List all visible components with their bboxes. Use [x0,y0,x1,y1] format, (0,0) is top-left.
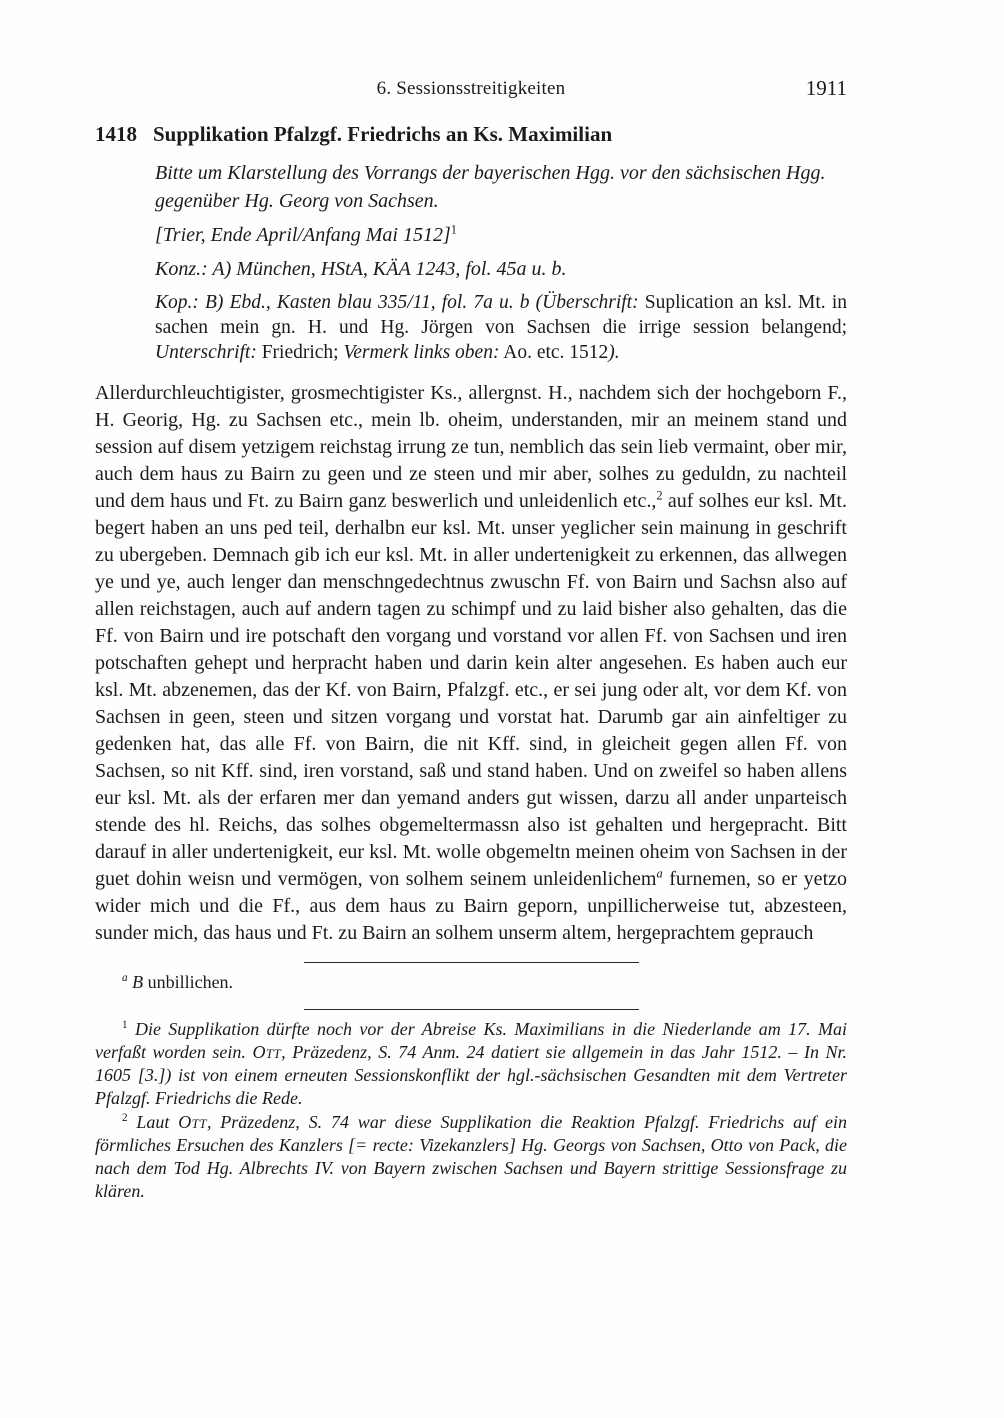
body-part-3: furnemen, so er yetzo wider mich und die Ff., aus dem haus zu Bairn geporn, unpillicherweise tut, abzesteen, sunder mich, das haus und Ft. zu Bairn an solhem unserm altem, hergeprachtem geprauch [95,868,847,944]
entry-heading [95,122,847,147]
page-number: 1911 [805,76,847,100]
entry-number: 1418 [95,122,137,146]
apparatus-siglum: B [132,972,144,992]
footnote-separator [304,1009,639,1010]
regest-block [155,159,847,365]
body-part-2: auf solhes eur ksl. Mt. begert haben an uns ped teil, derhalbn eur ksl. Mt. unser yeglicher sein mainung in geschrift zu ubergeben. Demnach gib ich eur ksl. Mt. in aller undertenigkeit zu erkennen, das allwegen ye und ye, auch lenger dan menschngedechtnus zwuschn Ff. von Bairn und Sachsn also auf allen reichstagen, auch auf andern tagen zu schimpf und zu laid bisher also gehalten, das die Ff. von Bairn und ire potschaft den vorgang und vorstand vor allen Ff. von Sachsen und iren potschaften gehept und herpracht haben und darin kein alter angesehen. Es haben auch eur ksl. Mt. abzenemen, das der Kf. von Bairn, Pfalzgf. etc., er sei jung oder alt, vor dem Kf. von Sachsen in geen, steen und sitzen vorgang und vorstat hat. Darumb gar ain ainfeltiger zu gedenken hat, das alle Ff. von Bairn, die nit Kff. sind, in gleicheit gegen allen Ff. von Sachsen, so nit Kff. sind, iren vorstand, saß und stand haben. Und on zweifel so haben allens eur ksl. Mt. als der erfaren mer dan yemand anders gut wissen, darzu all ander unparteisch stende des hl. Reichs, das solhes obgemeltermassn also ist gehalten und hergepracht. Bitt darauf in aller undertenigkeit, eur ksl. Mt. wolle obgemeltn meinen oheim von Sachsen in der guet dohin weisn und vermögen, von solhem seinem unleidenlichem [95,490,847,890]
kop-label-unterschrift: Unterschrift: [155,342,257,363]
apparatus-ref-a: a [656,866,663,881]
footnote-2-author: Ott [178,1112,207,1132]
footnote-ref-1: 1 [450,222,457,237]
page-content [95,0,847,1203]
footnote-1-text-b: , Präzedenz, S. 74 Anm. 24 datiert sie allgemein in das Jahr 1512. – In Nr. 1605 [3.]) ist von einem erneuten Sessionskonflikt der hgl.-sächsischen Gesandten mit dem Vertreter Pfalzgf. Friedrichs die Rede. [95,1042,848,1108]
entry-title: Supplikation Pfalzgf. Friedrichs an Ks. Maximilian [153,122,613,146]
kop-label: Kop.: B) Ebd., Kasten blau 335/11, fol. 7a u. b (Überschrift: [155,292,639,313]
kop-quote-vermerk: Ao. etc. 1512 [499,342,609,363]
apparatus-reading: unbillichen. [147,972,234,992]
apparatus-mark-a: a [122,972,128,984]
apparatus-separator [304,962,639,963]
apparatus-block [95,971,847,994]
kop-quote-heading: Suplication an ksl. Mt. in sachen mein gn. H. und Hg. Jörgen von Sachsen die irrige session belangend; [155,292,847,338]
running-header-title: 6. Sessionsstreitigkeiten [376,78,566,99]
source-konz-line: Konz.: A) München, HStA, KÄA 1243, fol. 45a u. b. [155,258,567,280]
kop-close-paren: ). [608,342,620,363]
footnote-2-text-b: , Präzedenz, S. 74 war diese Supplikation die Reaktion Pfalzgf. Friedrichs auf ein förmliches Ersuchen des Kanzlers [= recte: Vizekanzlers] Hg. Georgs von Sachsen, Otto von Pack, die nach dem Tod Hg. Albrechts IV. von Bayern zwischen Sachsen und Bayern strittige Sessionsfrage zu klären. [95,1112,847,1201]
document-text [95,380,847,947]
footnotes-block [95,1018,847,1203]
regest-text: Bitte um Klarstellung des Vorrangs der bayerischen Hgg. vor den sächsischen Hgg. gegenüber Hg. Georg von Sachsen. [155,162,826,212]
footnote-2-text-a: Laut [136,1112,179,1132]
footnote-2 [95,1111,847,1203]
kop-label-vermerk: Vermerk links oben: [338,342,500,363]
footnote-1-author: Ott [252,1042,282,1062]
body-part-1: Allerdurchleuchtigister, grosmechtigister Ks., allergnst. H., nachdem sich der hochgeborn F., H. Georig, Hg. zu Sachsen etc., mein lb. oheim, understanden, mir an meinem stand und session auf disem yetzigem reichstag irrung ze tun, nemblich das sein lieb vermaint, ober mir, auch dem haus zu Bairn zu geen und ze steen und mir aber, solhes zu geduldn, zu nachteil und dem haus und Ft. zu Bairn ganz beswerlich und unleidenlich etc., [95,382,847,512]
footnote-ref-2: 2 [656,488,663,503]
dateline-text: [Trier, Ende April/Anfang Mai 1512] [155,224,451,246]
footnote-1 [95,1018,847,1110]
dateline [155,222,847,248]
apparatus-note-a [95,971,847,994]
kop-quote-signature: Friedrich; [256,342,339,363]
document-paragraph [95,380,847,947]
running-header [95,78,847,104]
source-kop-line [155,290,847,365]
footnote-1-mark: 1 [122,1019,128,1031]
footnote-2-mark: 2 [122,1112,128,1124]
footnote-1-text-a: Die Supplikation dürfte noch vor der Abreise Ks. Maximilians in die Niederlande am 17. Mai verfaßt worden sein. [95,1019,848,1062]
